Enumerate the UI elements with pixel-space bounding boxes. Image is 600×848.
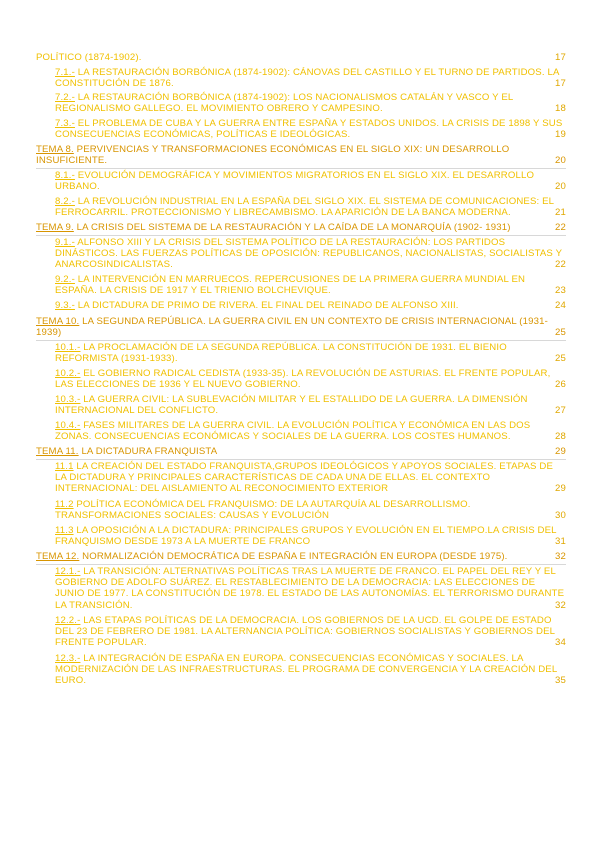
toc-subentry-7-2[interactable] — [55, 92, 566, 114]
toc-entry-text: PERVIVENCIAS Y TRANSFORMACIONES ECONÓMICAS EN EL SIGLO XIX: UN DESARROLLO INSUFICIENTE. — [36, 144, 510, 167]
toc-entry-text: LA OPOSICIÓN A LA DICTADURA: PRINCIPALES GRUPOS Y EVOLUCIÓN EN EL TIEMPO.LA CRISIS DEL FRANQUISMO DESDE 1973 A LA MUERTE DE FRANCO — [55, 525, 557, 548]
toc-subentry-12-3[interactable] — [55, 653, 566, 687]
toc-subentry-10-3[interactable] — [55, 394, 566, 416]
toc-entry-number-link[interactable]: 11.1 — [55, 461, 74, 472]
toc-subentry-7-1[interactable] — [55, 67, 566, 89]
toc-entry-text: EVOLUCIÓN DEMOGRÁFICA Y MOVIMIENTOS MIGRATORIOS EN EL SIGLO XIX. EL DESARROLLO URBANO. — [55, 170, 535, 193]
toc-entry-text: NORMALIZACIÓN DEMOCRÁTICA DE ESPAÑA E INTEGRACIÓN EN EUROPA (DESDE 1975). — [79, 551, 508, 562]
toc-entry-text: LA REVOLUCIÓN INDUSTRIAL EN LA ESPAÑA DEL SIGLO XIX. EL SISTEMA DE COMUNICACIONES: EL FERROCARRIL. PROTECCIONISMO Y LIBRECAMBISMO. LA APARICIÓN DE LA BANCA MODERNA. — [55, 196, 554, 219]
toc-subentry-12-2[interactable] — [55, 615, 566, 649]
toc-theme-number-link[interactable]: TEMA 8. — [36, 144, 74, 155]
toc-theme-12[interactable] — [36, 551, 566, 562]
toc-subentry-8-1[interactable] — [55, 170, 566, 192]
toc-page-number: 20 — [551, 181, 566, 192]
toc-theme-number-link[interactable]: TEMA 12. — [36, 551, 80, 562]
toc-entry-number-link[interactable]: 8.1.- — [55, 170, 75, 181]
toc-page-number: 25 — [551, 327, 566, 338]
toc-entry-number-link[interactable]: 9.3.- — [55, 300, 75, 311]
toc-page-number: 17 — [551, 78, 566, 89]
toc-subentry-10-4[interactable] — [55, 420, 566, 442]
toc-page-number: 17 — [551, 52, 566, 63]
toc-entry-text: ALFONSO XIII Y LA CRISIS DEL SISTEMA POLÍTICO DE LA RESTAURACIÓN: LOS PARTIDOS DINÁSTICOS. LAS FUERZAS POLÍTICAS DE OPOSICIÓN: REPUBLICANOS, NACIONALISTAS, SOCIALISTAS Y ANARCOSINDICALISTAS. — [55, 237, 562, 271]
toc-theme-10[interactable] — [36, 316, 566, 338]
toc-entry-number-link[interactable]: 12.2.- — [55, 615, 81, 626]
toc-page-number: 35 — [551, 675, 566, 686]
toc-entry-text: EL PROBLEMA DE CUBA Y LA GUERRA ENTRE ESPAÑA Y ESTADOS UNIDOS. LA CRISIS DE 1898 Y SUS CONSECUENCIAS ECONÓMICAS, POLÍTICAS E IDEOLÓGICAS. — [55, 118, 563, 141]
toc-subentry-12-1[interactable] — [55, 566, 566, 611]
toc-page-number: 23 — [551, 285, 566, 296]
toc-subentry-9-2[interactable] — [55, 274, 566, 296]
toc-entry-number-link[interactable]: 12.1.- — [55, 566, 81, 577]
toc-entry-number-link[interactable]: 10.2.- — [55, 368, 81, 379]
toc-entry-text: LA TRANSICIÓN: ALTERNATIVAS POLÍTICAS TRAS LA MUERTE DE FRANCO. EL PAPEL DEL REY Y EL GOBIERNO DE ADOLFO SUÁREZ. EL RESTABLECIMIENTO DE LA DEMOCRACIA: LAS ELECCIONES DE JUNIO DE 1977. LA CONSTITUCIÓN DE 1978. EL ESTADO DE LAS AUTONOMÍAS. EL TERRORISMO DURANTE LA TRANSICIÓN. — [55, 566, 565, 611]
toc-entry-number-link[interactable]: 10.4.- — [55, 420, 81, 431]
toc-entry-number-link[interactable]: 7.1.- — [55, 67, 75, 78]
toc-theme-number-link[interactable]: TEMA 9. — [36, 222, 74, 233]
toc-page-number: 28 — [551, 431, 566, 442]
toc-theme-11[interactable] — [36, 446, 566, 457]
toc-subentry-11-2[interactable] — [55, 499, 566, 521]
toc-entry-number-link[interactable]: 10.1.- — [55, 342, 81, 353]
toc-entry-number-link[interactable]: 9.1.- — [55, 237, 75, 248]
toc-subentry-10-1[interactable] — [55, 342, 566, 364]
toc-page-number: 31 — [551, 536, 566, 547]
toc-page-number: 20 — [551, 155, 566, 166]
toc-page-number: 26 — [551, 379, 566, 390]
toc-entry-text: LA SEGUNDA REPÚBLICA. LA GUERRA CIVIL EN UN CONTEXTO DE CRISIS INTERNACIONAL (1931-1939) — [36, 316, 548, 339]
toc-page-number: 18 — [551, 103, 566, 114]
toc-subentry-9-1[interactable] — [55, 237, 566, 271]
toc-page-number: 24 — [551, 300, 566, 311]
toc-page-number: 21 — [551, 207, 566, 218]
toc-page-number: 32 — [551, 551, 566, 562]
toc-entry-text: LAS ETAPAS POLÍTICAS DE LA DEMOCRACIA. LOS GOBIERNOS DE LA UCD. EL GOLPE DE ESTADO DEL 23 DE FEBRERO DE 1981. LA ALTERNANCIA POLÍTICA: GOBIERNOS SOCIALISTAS Y GOBIERNOS DEL FRENTE POPULAR. — [55, 615, 555, 649]
toc-theme-9[interactable] — [36, 222, 566, 233]
toc-subentry-11-1[interactable] — [55, 461, 566, 495]
toc-entry-number-link[interactable]: 8.2.- — [55, 196, 75, 207]
toc-page-number: 32 — [551, 600, 566, 611]
toc-page-number: 34 — [551, 637, 566, 648]
toc-entry-text: LA DICTADURA DE PRIMO DE RIVERA. EL FINAL DEL REINADO DE ALFONSO XIII. — [74, 300, 459, 311]
toc-subentry-8-2[interactable] — [55, 196, 566, 218]
toc-entry-number-link[interactable]: 11.3 — [55, 525, 74, 536]
toc-page-number: 27 — [551, 405, 566, 416]
toc-entry-number-link[interactable]: 11.2 — [55, 499, 74, 510]
toc-entry-text: LA RESTAURACIÓN BORBÓNICA (1874-1902): LOS NACIONALISMOS CATALÁN Y VASCO Y EL REGIONALISMO GALLEGO. EL MOVIMIENTO OBRERO Y CAMPESINO. — [55, 92, 514, 115]
toc-theme-number-link[interactable]: TEMA 10. — [36, 316, 80, 327]
toc-page-number: 22 — [551, 259, 566, 270]
toc-entry-number-link[interactable]: 9.2.- — [55, 274, 75, 285]
toc-page-number: 19 — [551, 129, 566, 140]
toc-entry-text: POLÍTICO (1874-1902). — [36, 52, 142, 63]
toc-entry-text: LA CREACIÓN DEL ESTADO FRANQUISTA,GRUPOS IDEOLÓGICOS Y APOYOS SOCIALES. ETAPAS DE LA DICTADURA Y PRINCIPALES CARACTERÍSTICAS DE CADA UNA DE ELLAS. EL CONTEXTO INTERNACIONAL: DEL AISLAMIENTO AL RECONOCIMIENTO EXTERIOR — [55, 461, 554, 495]
toc-subentry-7-3[interactable] — [55, 118, 566, 140]
toc-entry-text: POLÍTICA ECONÓMICA DEL FRANQUISMO: DE LA AUTARQUÍA AL DESARROLLISMO. TRANSFORMACIONES SOCIALES: CAUSAS Y EVOLUCIÓN — [55, 499, 471, 522]
toc-page-number: 25 — [551, 353, 566, 364]
toc-subentry-9-3[interactable] — [55, 300, 566, 311]
toc-entry-continued[interactable] — [36, 52, 566, 63]
toc-entry-text: FASES MILITARES DE LA GUERRA CIVIL. LA EVOLUCIÓN POLÍTICA Y ECONÓMICA EN LAS DOS ZONAS. CONSECUENCIAS ECONÓMICAS Y SOCIALES DE LA GUERRA. LOS COSTES HUMANOS. — [55, 420, 531, 443]
toc-page-number: 29 — [551, 446, 566, 457]
toc-entry-number-link[interactable]: 12.3.- — [55, 653, 81, 664]
toc-entry-text: LA GUERRA CIVIL: LA SUBLEVACIÓN MILITAR Y EL ESTALLIDO DE LA GUERRA. LA DIMENSIÓN INTERNACIONAL DEL CONFLICTO. — [55, 394, 528, 417]
toc-page-number: 29 — [551, 483, 566, 494]
toc-theme-number-link[interactable]: TEMA 11. — [36, 446, 79, 457]
toc-entry-text: EL GOBIERNO RADICAL CEDISTA (1933-35). LA REVOLUCIÓN DE ASTURIAS. EL FRENTE POPULAR, LAS ELECCIONES DE 1936 Y EL NUEVO GOBIERNO. — [55, 368, 551, 391]
toc-entry-number-link[interactable]: 7.2.- — [55, 92, 75, 103]
toc-page-number: 22 — [551, 222, 566, 233]
toc-theme-8[interactable] — [36, 144, 566, 166]
toc-entry-number-link[interactable]: 10.3.- — [55, 394, 81, 405]
toc-entry-text: LA CRISIS DEL SISTEMA DE LA RESTAURACIÓN Y LA CAÍDA DE LA MONARQUÍA (1902- 1931) — [73, 222, 511, 233]
toc-entry-text: LA INTERVENCIÓN EN MARRUECOS. REPERCUSIONES DE LA PRIMERA GUERRA MUNDIAL EN ESPAÑA. LA CRISIS DE 1917 Y EL TRIENIO BOLCHEVIQUE. — [55, 274, 526, 297]
toc-entry-text: LA DICTADURA FRANQUISTA — [78, 446, 218, 457]
toc-entry-text: LA INTEGRACIÓN DE ESPAÑA EN EUROPA. CONSECUENCIAS ECONÓMICAS Y SOCIALES. LA MODERNIZACIÓN DE LAS INFRAESTRUCTURAS. EL PROGRAMA DE CONVERGENCIA Y LA CREACIÓN DEL EURO. — [55, 653, 557, 687]
toc-entry-text: LA RESTAURACIÓN BORBÓNICA (1874-1902): CÁNOVAS DEL CASTILLO Y EL TURNO DE PARTIDOS. LA CONSTITUCIÓN DE 1876. — [55, 67, 559, 90]
toc-subentry-11-3[interactable] — [55, 525, 566, 547]
toc-entry-number-link[interactable]: 7.3.- — [55, 118, 75, 129]
toc-entry-text: LA PROCLAMACIÓN DE LA SEGUNDA REPÚBLICA. LA CONSTITUCIÓN DE 1931. EL BIENIO REFORMISTA (1931-1933). — [55, 342, 507, 365]
toc-page-number: 30 — [551, 510, 566, 521]
toc-subentry-10-2[interactable] — [55, 368, 566, 390]
